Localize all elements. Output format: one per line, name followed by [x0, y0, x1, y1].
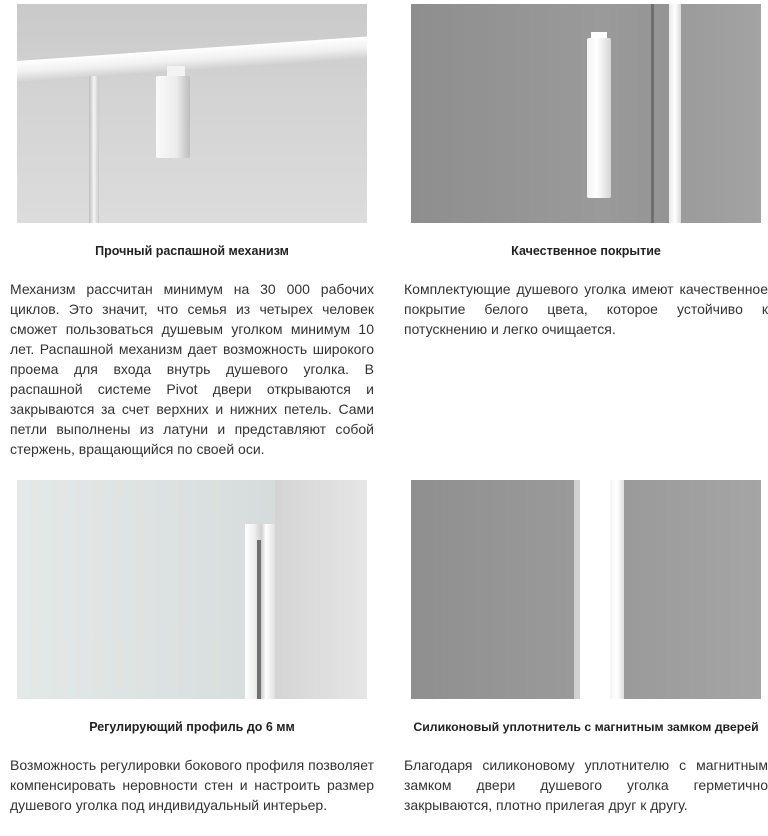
- adjustable-profile-photo: [17, 480, 367, 699]
- glass-seam: [651, 4, 654, 223]
- card-title: Качественное покрытие: [511, 244, 661, 258]
- hinge-mechanism-photo: [17, 4, 367, 223]
- glass-edge: [89, 76, 99, 223]
- magnetic-seal-photo: [411, 480, 761, 699]
- card-description: Механизм рассчитан минимум на 30 000 рабочих циклов. Это значит, что семья из четырех человек сможет пользоваться душевым уголком минимум 10 лет. Распашной механизм дает возможность широкого проема для входа внутрь душевого уголка. В распашной системе Pivot двери открываются и закрываются за счет верхних и нижних петель. Сами петли выполнены из латуни и представляют собой стержень, вращающийся по своей оси.: [10, 281, 374, 457]
- top-rail: [17, 37, 367, 83]
- profile-groove: [257, 540, 261, 699]
- card-description: Возможность регулировки бокового профиля позволяет компенсировать неровности стен и настроить размер душевого уголка под индивидуальный интерьер.: [10, 757, 374, 813]
- card-description: Комплектующие душевого уголка имеют качественное покрытие белого цвета, которое устойчиво к потускнению и легко очищается.: [404, 281, 768, 337]
- hinge: [156, 76, 190, 158]
- magnetic-seal: [610, 480, 624, 699]
- wall-profile: [669, 4, 681, 223]
- white-coating-photo: [411, 4, 761, 223]
- door-gap: [580, 480, 610, 699]
- wall: [275, 480, 367, 699]
- card-title: Прочный распашной механизм: [95, 244, 289, 258]
- card-title: Регулирующий профиль до 6 мм: [89, 720, 295, 734]
- glass-panel: [681, 4, 761, 223]
- door-handle: [587, 38, 611, 198]
- card-title: Силиконовый уплотнитель с магнитным замком дверей: [413, 720, 759, 734]
- door-panel: [624, 480, 761, 699]
- card-description: Благодаря силиконовому уплотнителю с магнитным замком двери душевого уголка герметично закрываются, плотно прилегая друг к другу.: [404, 757, 768, 813]
